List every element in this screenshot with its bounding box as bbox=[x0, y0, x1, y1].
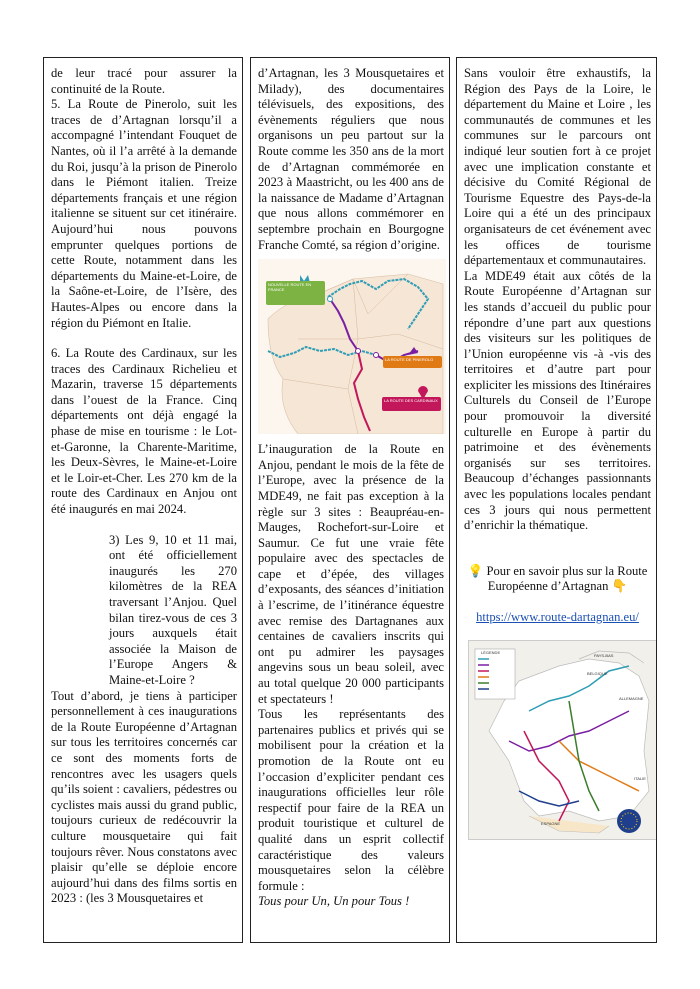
map-label-italie: ITALIE bbox=[634, 775, 646, 781]
more-info bbox=[464, 564, 651, 595]
badge-route-cardinaux: LA ROUTE DES CARDINAUX bbox=[382, 397, 441, 411]
more-info-text: Pour en savoir plus sur la Route Européenne d’Artagnan bbox=[486, 563, 648, 594]
map-label-espagne: ESPAGNE bbox=[541, 820, 561, 826]
paragraph-inauguration: L’inauguration de la Route en Anjou, pendant le mois de la fête de l’Europe, avec la présence de la MDE49, ne fait pas exception à la règle sur 3 sites : Beaupréau-en-Mauges, Rochefort-sur-Loire et Saumur. Ce fut une vraie fête populaire avec des spectacles de cape et d’épée, des villages d’exposants, des séances d’initiation à l’escrime, de l’itinérance équestre avec remise des Dartagnanes aux centaines de cavaliers inscrits qui ont pu admirer les paysages angevins sous un beau soleil, avec au total quelque 20 000 participants et spectateurs ! bbox=[258, 442, 444, 706]
paragraph-mde49: La MDE49 était aux côtés de la Route Européenne d’Artagnan sur les stands d’accueil du public pour répondre d’une part aux questions des visiteurs sur les politiques de l’Union européenne vis -à -vis des territoires et d’autre part pour expliciter les missions des Itinéraires Culturels du Conseil de l’Europe pour promouvoir la diversité culturelle en Europe à partir du patrimoine et des évènements organisés sur ses territoires. Beaucoup d’échanges passionnants avec les populations locales pendant ces 3 jours qui nous permettent d’enrichir la thématique. bbox=[464, 268, 651, 533]
paragraph-route-pinerolo: 5. La Route de Pinerolo, suit les traces de d’Artagnan lorsqu’il a accompagné l’intendant Fouquet de Nantes, où il l’a arrêté à la demande du Roi, jusqu’à la prison de Pinerolo dans le Piémont italien. Treize départements français et une région italienne se situent sur cet itinéraire. Aujourd’hui nous pouvons emprunter quelques portions de cette Route, notamment dans les départements du Maine-et-Loire, de la Saône-et-Loire, de l’Isère, des Hautes-Alpes ou encore dans la région du Piémont en Italie. bbox=[51, 97, 237, 330]
route-map-west-france bbox=[258, 259, 446, 434]
column-left bbox=[43, 57, 243, 943]
lightbulb-icon: 💡 bbox=[467, 563, 484, 578]
europe-route-graphic bbox=[469, 641, 657, 839]
interview-question-3: 3) Les 9, 10 et 11 mai, ont été officiellement inaugurés les 270 kilomètres de la REA traversant l’Anjou. Quel bilan tirez-vous de ces 3 jours auxquels était associée la Maison de l’Europe Angers & Maine-et-Loire ? bbox=[109, 532, 237, 687]
badge-route-pinerolo: LA ROUTE DE PINEROLO bbox=[383, 356, 442, 368]
route-dartagnan-link[interactable]: https://www.route-dartagnan.eu/ bbox=[476, 610, 639, 624]
column-middle bbox=[250, 57, 450, 943]
column-right bbox=[456, 57, 657, 943]
musketeer-motto: Tous pour Un, Un pour Tous ! bbox=[258, 894, 410, 909]
route-map-europe bbox=[468, 640, 657, 840]
paragraph-route-cardinaux: 6. La Route des Cardinaux, sur les traces des Cardinaux Richelieu et Mazarin, traverse 15 départements dans l’ouest de la France. Cinq départements ont déjà engagé la phase de mise en tourisme : le Lot-et-Garonne, la Charente-Maritime, les Deux-Sèvres, le Maine-et-Loire et le Loir-et-Cher. Les 270 km de la route des Cardinaux en Anjou ont été inaugurés en mai 2024. bbox=[51, 346, 237, 517]
paragraph-events: d’Artagnan, les 3 Mousquetaires et Milady), des documentaires télévisuels, des expositions, des évènements réguliers que nous organisons un peu partout sur la Route comme les 350 ans de la mort de d’Artagnan commémorée en 2023 à Maastricht, ou les 400 ans de la naissance de Madame d’Artagnan que nous allons commémorer en septembre prochain en Bourgogne Franche Comté, sa région d’origine. bbox=[258, 66, 444, 252]
paragraph-continuation: de leur tracé pour assurer la continuité de la Route. bbox=[51, 66, 237, 96]
map-legend-title: LÉGENDE bbox=[481, 649, 501, 655]
badge-new-route-france: NOUVELLE ROUTE EN FRANCE bbox=[266, 281, 325, 305]
map-label-belgique: BELGIQUE bbox=[587, 670, 608, 676]
map-label-paysbas: PAYS-BAS bbox=[594, 652, 614, 658]
map-label-allemagne: ALLEMAGNE bbox=[619, 695, 644, 701]
pointing-down-icon: 👇 bbox=[611, 579, 628, 594]
paragraph-support: Sans vouloir être exhaustifs, la Région des Pays de la Loire, le département du Maine et Loire , les communautés de communes et les communes sur le parcours ont indiqué leur soutien fort à ce projet avec une implication constante et décisive du Comité Régional de Tourisme Equestre des Pays-de-la Loire qui a été un des principaux organisateurs de cet événement avec les offices de tourisme départementaux et communautaires. bbox=[464, 66, 651, 268]
paragraph-answer-start: Tout d’abord, je tiens à participer personnellement à ces inaugurations de la Route Européenne d’Artagnan sur tous les territoires concernés car ce sont des moments forts de rencontres avec les usagers quels qu’ils soient : cavaliers, pédestres ou cyclistes mais aussi du grand public, toujours curieux de redécouvrir la culture mousquetaire qui fait toujours rêver. Nous constatons avec plaisir qu’elle se déploie encore aujourd’hui dans des films sortis en 2023 : (les 3 Mousquetaires et bbox=[51, 688, 237, 906]
paragraph-partners: Tous les représentants des partenaires publics et privés qui se mobilisent pour la création et la promotion de la Route ont eu l’occasion d’expliciter pendant ces inaugurations officielles leur rôle respectif pour faire de la REA un produit touristique et culturel de qualité dans un esprit collectif caractéristique des valeurs mousquetaires selon la célèbre formule : bbox=[258, 707, 444, 893]
